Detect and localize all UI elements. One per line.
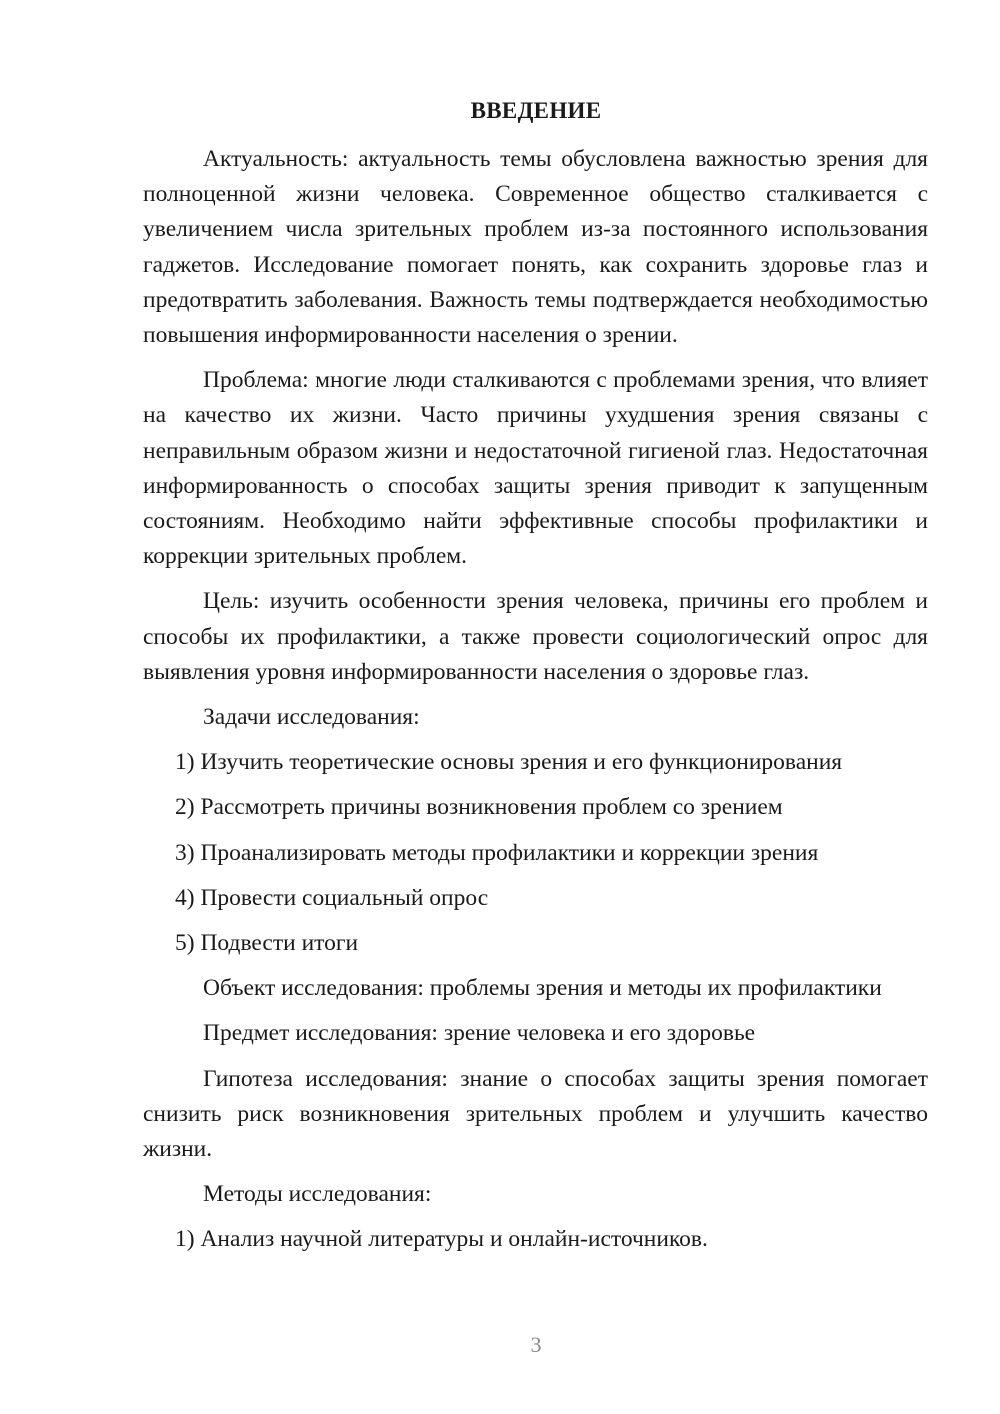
task-item-5: 5) Подвести итоги <box>175 930 359 957</box>
methods-heading: Методы исследования: <box>203 1181 432 1208</box>
task-item-2: 2) Рассмотреть причины возникновения проблем со зрением <box>175 794 783 821</box>
task-item-1: 1) Изучить теоретические основы зрения и его функционирования <box>175 749 843 776</box>
relevance-paragraph: Актуальность: актуальность темы обусловлена важностью зрения для полноценной жизни человека. Современное общество сталкивается с увеличением числа зрительных проблем из-за постоянного использования гаджетов. Исследование помогает понять, как сохранить здоровье глаз и предотвратить заболевания. Важность темы подтверждается необходимостью повышения информированности населения о зрении. <box>143 146 928 349</box>
page-title: ВВЕДЕНИЕ <box>470 98 602 123</box>
task-item-4: 4) Провести социальный опрос <box>175 884 489 911</box>
goal-paragraph: Цель: изучить особенности зрения человека, причины его проблем и способы их профилактики, а также провести социологический опрос для выявления уровня информированности населения о здоровье глаз. <box>143 588 928 685</box>
method-item-1: 1) Анализ научной литературы и онлайн-источников. <box>175 1226 708 1253</box>
hypothesis-paragraph: Гипотеза исследования: знание о способах защиты зрения помогает снизить риск возникновения зрительных проблем и улучшить качество жизни. <box>143 1065 928 1163</box>
task-item-3: 3) Проанализировать методы профилактики и коррекции зрения <box>175 839 819 866</box>
tasks-heading: Задачи исследования: <box>203 704 420 731</box>
object-line: Объект исследования: проблемы зрения и методы их профилактики <box>203 975 882 1002</box>
page-number: 3 <box>530 1332 542 1357</box>
document-body <box>143 142 928 1268</box>
problem-paragraph: Проблема: многие люди сталкиваются с проблемами зрения, что влияет на качество их жизни. Часто причины ухудшения зрения связаны с неправильным образом жизни и недостаточной гигиеной глаз. Недостаточная информированность о способах защиты зрения приводит к запущенным состояниям. Необходимо найти эффективные способы профилактики и коррекции зрительных проблем. <box>143 367 928 570</box>
subject-line: Предмет исследования: зрение человека и его здоровье <box>203 1020 756 1047</box>
